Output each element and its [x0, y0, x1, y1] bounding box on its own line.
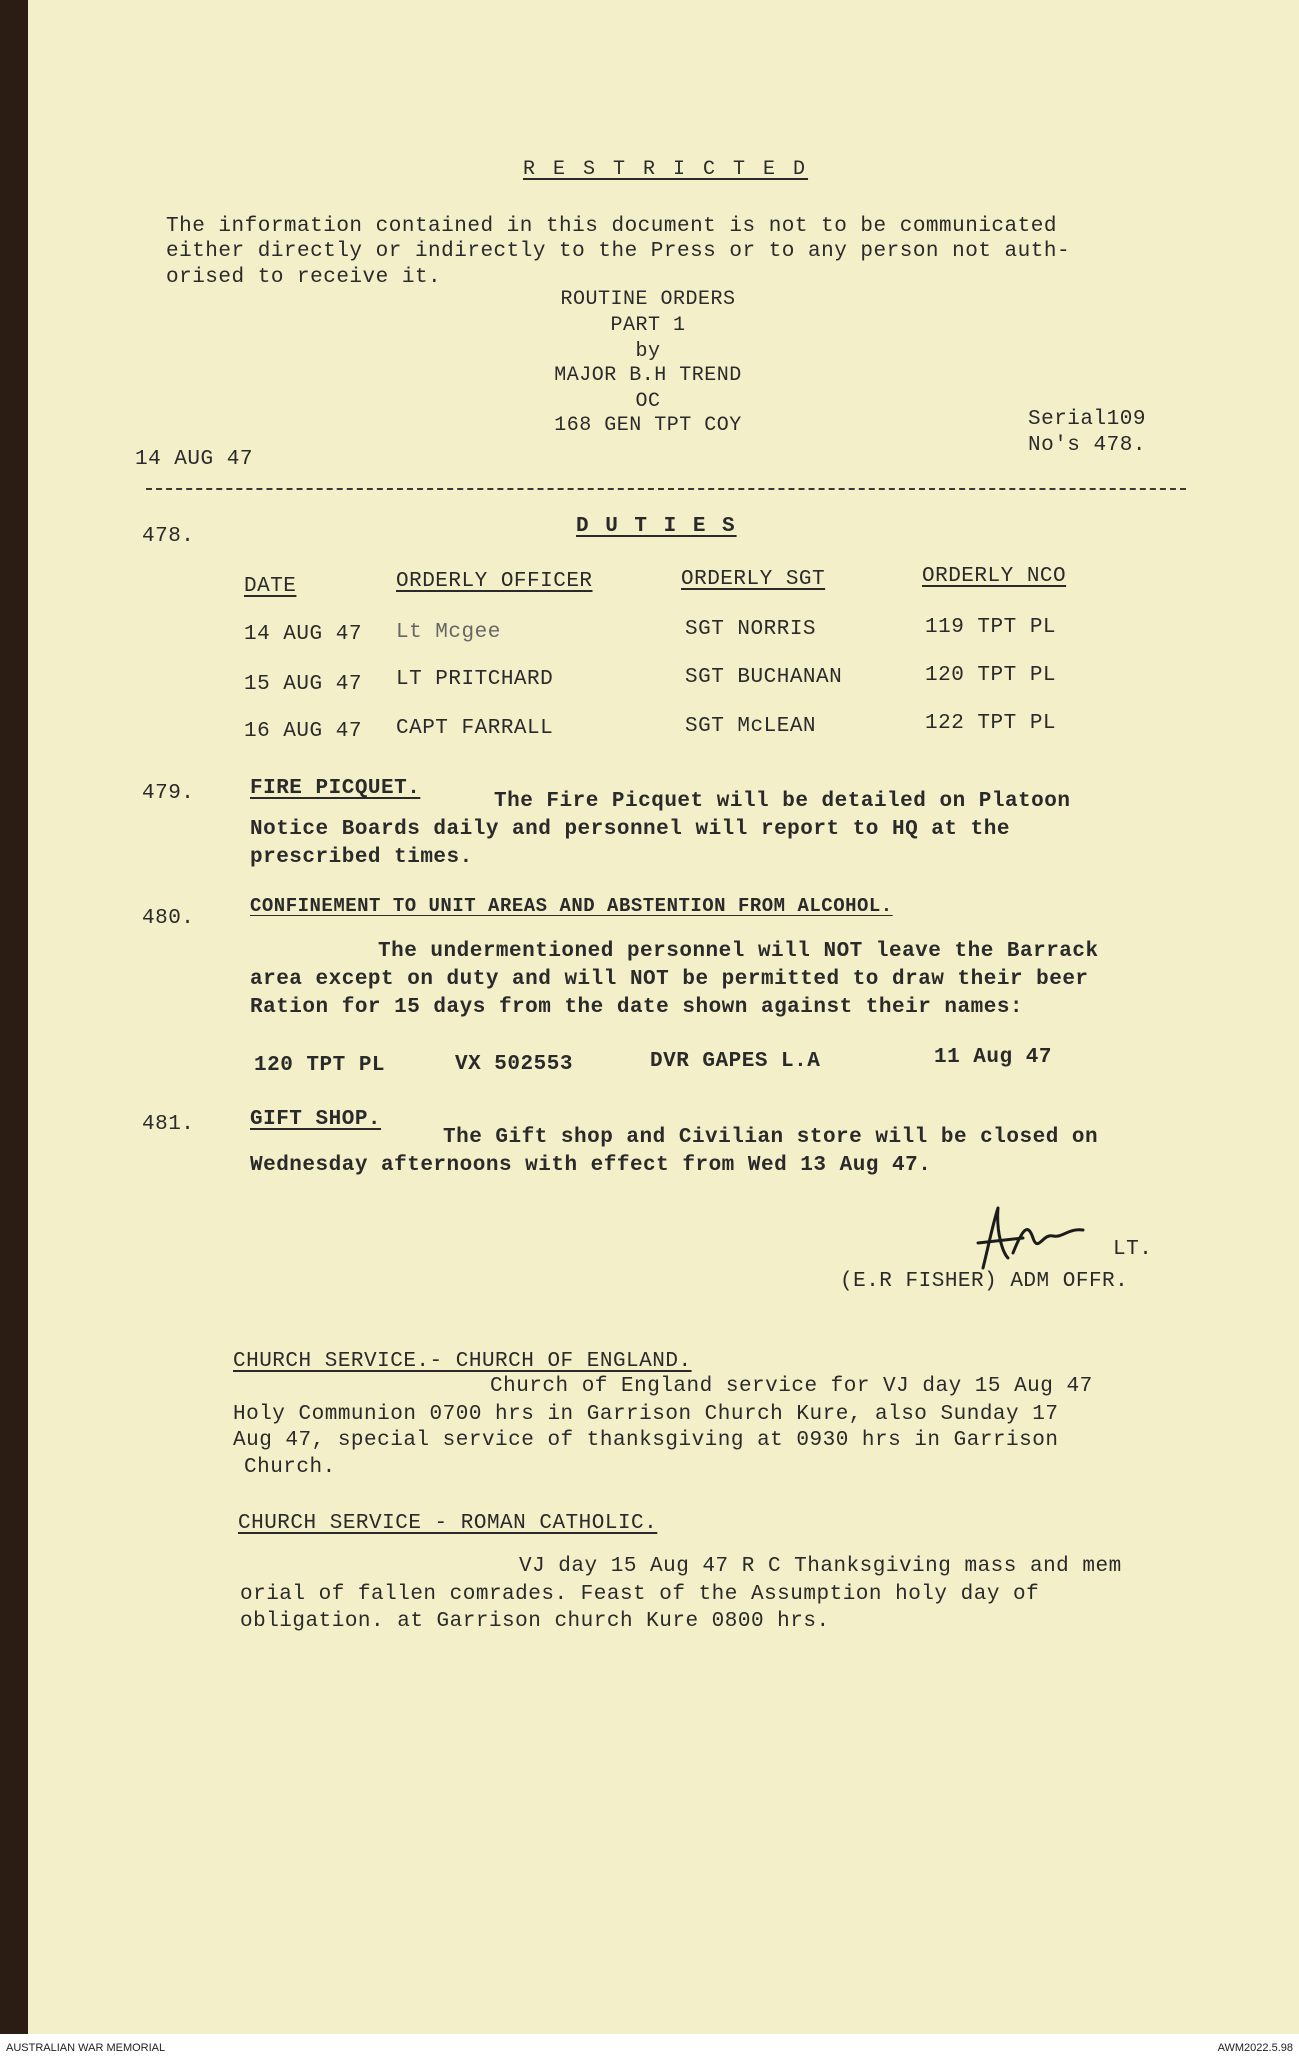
fire-line-3: prescribed times. [250, 846, 473, 869]
gift-heading: GIFT SHOP. [250, 1108, 382, 1131]
title-line-3: by [635, 340, 661, 363]
duty-nco: 120 TPT PL [925, 664, 1057, 687]
church-rc-line-3: obligation. at Garrison church Kure 0800 hrs. [240, 1610, 830, 1633]
duty-sgt: SGT McLEAN [685, 715, 817, 738]
column-orderly-sgt: ORDERLY SGT [681, 568, 826, 591]
duty-sgt: SGT BUCHANAN [685, 666, 843, 689]
church-rc-line-2: orial of fallen comrades. Feast of the Assumption holy day of [240, 1583, 1040, 1606]
church-coe-line-3: Aug 47, special service of thanksgiving at 0930 hrs in Garrison [233, 1429, 1059, 1452]
warning-line-3: orised to receive it. [166, 266, 442, 289]
confinement-number: 480. [142, 907, 195, 930]
order-numbers: No's 478. [1028, 434, 1146, 457]
header-divider [146, 488, 1186, 490]
duties-heading: D U T I E S [576, 515, 737, 538]
entry-name: DVR GAPES L.A [650, 1050, 821, 1073]
gift-line-1: The Gift shop and Civilian store will be closed on [443, 1126, 1099, 1149]
confinement-line-3: Ration for 15 days from the date shown against their names: [250, 996, 1024, 1019]
classification-heading: R E S T R I C T E D [523, 158, 809, 181]
duties-number: 478. [142, 525, 195, 548]
signature-name: (E.R FISHER) ADM OFFR. [840, 1270, 1129, 1293]
duty-nco: 119 TPT PL [925, 616, 1057, 639]
title-line-2: PART 1 [610, 314, 686, 337]
serial-number: Serial109 [1028, 408, 1146, 431]
title-line-5: OC [635, 390, 661, 413]
archive-footer [0, 2034, 1299, 2061]
entry-service-number: VX 502553 [455, 1053, 573, 1076]
church-coe-line-1: Church of England service for VJ day 15 Aug 47 [490, 1375, 1093, 1398]
fire-heading: FIRE PICQUET. [250, 777, 421, 800]
duty-officer: CAPT FARRALL [396, 717, 554, 740]
duty-date: 14 AUG 47 [244, 623, 362, 646]
warning-line-1: The information contained in this document is not to be communicated [166, 215, 1057, 238]
duty-date: 16 AUG 47 [244, 720, 362, 743]
title-line-4: MAJOR B.H TREND [554, 364, 742, 387]
column-date: DATE [244, 575, 297, 598]
confinement-line-1: The undermentioned personnel will NOT leave the Barrack [378, 940, 1099, 963]
duty-officer: Lt Mcgee [396, 621, 501, 644]
duty-sgt: SGT NORRIS [685, 618, 817, 641]
entry-date: 11 Aug 47 [934, 1046, 1052, 1069]
gift-number: 481. [142, 1113, 195, 1136]
fire-line-1: The Fire Picquet will be detailed on Platoon [494, 790, 1071, 813]
footer-source: AUSTRALIAN WAR MEMORIAL [6, 2042, 166, 2054]
confinement-heading: CONFINEMENT TO UNIT AREAS AND ABSTENTION FROM ALCOHOL. [250, 895, 893, 917]
fire-number: 479. [142, 782, 195, 805]
duty-nco: 122 TPT PL [925, 712, 1057, 735]
duty-officer: LT PRITCHARD [396, 668, 554, 691]
church-coe-line-4: Church. [244, 1456, 336, 1479]
signature-rank: LT. [1113, 1238, 1153, 1261]
title-line-1: ROUTINE ORDERS [560, 288, 736, 311]
church-rc-line-1: VJ day 15 Aug 47 R C Thanksgiving mass and mem [519, 1555, 1122, 1578]
handwritten-signature [963, 1198, 1103, 1278]
gift-line-2: Wednesday afternoons with effect from Wed 13 Aug 47. [250, 1154, 932, 1177]
column-orderly-nco: ORDERLY NCO [922, 565, 1067, 588]
warning-line-2: either directly or indirectly to the Press or to any person not auth- [166, 240, 1071, 263]
order-date: 14 AUG 47 [135, 448, 253, 471]
entry-unit: 120 TPT PL [254, 1054, 386, 1077]
title-line-6: 168 GEN TPT COY [554, 414, 742, 437]
document-page [28, 0, 1299, 2034]
church-coe-heading: CHURCH SERVICE.- CHURCH OF ENGLAND. [233, 1350, 692, 1373]
church-rc-heading: CHURCH SERVICE - ROMAN CATHOLIC. [238, 1512, 658, 1535]
duty-date: 15 AUG 47 [244, 673, 362, 696]
fire-line-2: Notice Boards daily and personnel will report to HQ at the [250, 818, 1010, 841]
church-coe-line-2: Holy Communion 0700 hrs in Garrison Church Kure, also Sunday 17 [233, 1403, 1059, 1426]
confinement-line-2: area except on duty and will NOT be permitted to draw their beer [250, 968, 1089, 991]
column-orderly-officer: ORDERLY OFFICER [396, 570, 593, 593]
footer-reference: AWM2022.5.98 [1217, 2042, 1293, 2054]
